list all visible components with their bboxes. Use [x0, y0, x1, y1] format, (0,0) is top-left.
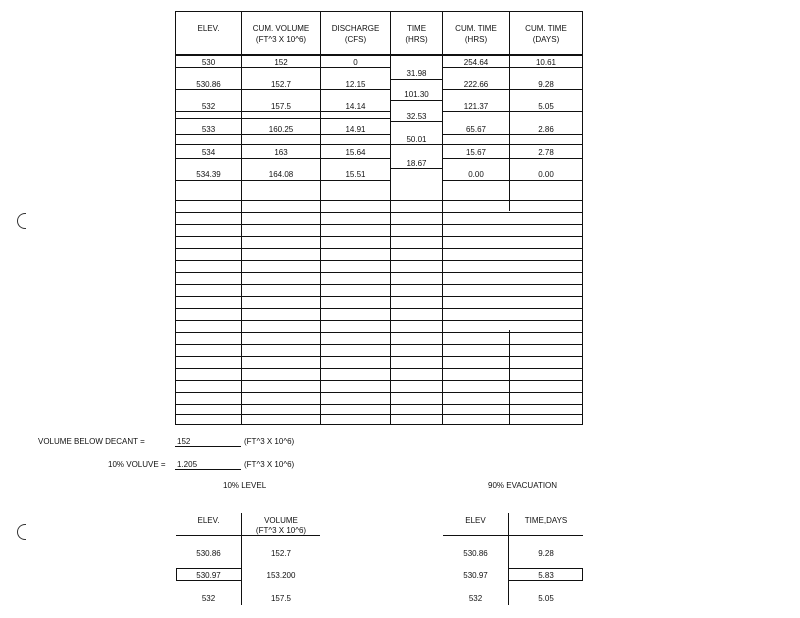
cell-time: 18.67	[406, 159, 427, 168]
cell-elev: 533	[201, 125, 216, 134]
header-volume-unit: (FT^3 X 10^6)	[255, 526, 307, 535]
empty-row-line	[175, 392, 583, 393]
binder-hole-mark	[17, 213, 26, 229]
header-bottom	[175, 54, 583, 56]
cell-days: 9.28	[538, 549, 554, 558]
cell-border	[582, 568, 583, 580]
cell-cum-hrs: 222.66	[463, 80, 489, 89]
cell-discharge: 15.51	[345, 170, 366, 179]
header-time: TIME	[406, 24, 427, 33]
header-discharge: DISCHARGE	[331, 24, 380, 33]
empty-row-line	[175, 320, 583, 321]
header-cum-volume-unit: (FT^3 X 10^6)	[255, 35, 307, 44]
empty-row-line	[175, 356, 583, 357]
cell-time: 101.30	[404, 90, 429, 99]
cell-volume: 157.5	[270, 102, 292, 111]
row-line	[443, 180, 583, 181]
header-time-unit: (HRS)	[405, 35, 428, 44]
cell-elev: 530.97	[463, 571, 488, 580]
header-cum-time-days: CUM. TIME	[525, 24, 567, 33]
ten-pct-level-title: 10% LEVEL	[223, 481, 267, 490]
cell-discharge: 0	[353, 58, 358, 67]
time-line	[391, 121, 443, 122]
cell-time: 50.01	[406, 135, 427, 144]
empty-row-line	[175, 260, 583, 261]
cell-volume: 152.7	[270, 549, 292, 558]
cell-cum-days: 5.05	[538, 102, 554, 111]
row-line	[443, 134, 583, 135]
row-line	[175, 89, 391, 90]
empty-row-line	[175, 404, 583, 405]
row-line	[175, 134, 391, 135]
col-divider-4	[442, 11, 443, 425]
cell-volume: 153.200	[266, 571, 296, 580]
empty-row-line	[175, 380, 583, 381]
header-volume: VOLUME	[264, 516, 298, 525]
empty-row-line	[175, 344, 583, 345]
col-divider	[241, 513, 242, 605]
header-cum-time-days-unit: (DAYS)	[532, 35, 560, 44]
row-line	[176, 580, 241, 581]
row-line	[176, 568, 241, 569]
empty-row-line	[175, 308, 583, 309]
cell-cum-days: 9.28	[538, 80, 554, 89]
header-time-days: TIME,DAYS	[524, 516, 568, 525]
row-line	[175, 67, 391, 68]
cell-days: 5.05	[538, 594, 554, 603]
empty-row-line	[175, 212, 583, 213]
cell-elev: 534	[201, 148, 216, 157]
header-elev: ELEV	[465, 516, 486, 525]
cell-volume: 163	[274, 148, 288, 157]
cell-cum-hrs: 121.37	[463, 102, 489, 111]
cell-volume: 160.25	[268, 125, 294, 134]
cell-cum-hrs: 15.67	[465, 148, 487, 157]
header-bottom	[443, 535, 583, 536]
cell-volume: 164.08	[268, 170, 294, 179]
empty-row-line	[175, 236, 583, 237]
row-line	[509, 580, 583, 581]
header-elev: ELEV.	[197, 516, 220, 525]
cell-cum-hrs: 254.64	[463, 58, 489, 67]
time-line	[391, 79, 443, 80]
ten-pct-volume-unit: (FT^3 X 10^6)	[244, 460, 295, 469]
row-line	[175, 118, 391, 119]
row-line	[443, 89, 583, 90]
header-cum-time-hrs: CUM. TIME	[455, 24, 497, 33]
volume-below-decant-value: 152	[177, 437, 191, 446]
col-divider-1	[241, 11, 242, 425]
cell-cum-days: 2.86	[538, 125, 554, 134]
cell-cum-days: 2.78	[538, 148, 554, 157]
empty-row-line	[175, 248, 583, 249]
cell-days: 5.83	[538, 571, 554, 580]
col-divider	[508, 513, 509, 605]
underline	[175, 446, 241, 447]
empty-row-line	[175, 368, 583, 369]
empty-row-line	[175, 272, 583, 273]
row-line	[509, 568, 583, 569]
table-top	[175, 11, 583, 12]
row-line	[175, 158, 391, 159]
cell-cum-hrs: 65.67	[465, 125, 487, 134]
cell-cum-days: 0.00	[538, 170, 554, 179]
cell-time: 31.98	[406, 69, 427, 78]
ten-pct-volume-value: 1.205	[177, 460, 198, 469]
row-line	[175, 180, 391, 181]
header-elev: ELEV.	[197, 24, 220, 33]
cell-elev: 530.86	[196, 549, 221, 558]
empty-row-line	[175, 224, 583, 225]
empty-row-line	[175, 296, 583, 297]
cell-volume: 157.5	[270, 594, 292, 603]
volume-below-decant-unit: (FT^3 X 10^6)	[244, 437, 295, 446]
header-bottom	[176, 535, 320, 536]
row-line	[175, 111, 391, 112]
row-line	[443, 158, 583, 159]
cell-elev: 532	[468, 594, 483, 603]
ten-pct-volume-label: 10% VOLUVE =	[108, 460, 166, 469]
table-border-left	[175, 11, 176, 425]
cell-discharge: 14.91	[345, 125, 366, 134]
cell-time: 32.53	[406, 112, 427, 121]
ninety-pct-evacuation-title: 90% EVACUATION	[488, 481, 558, 490]
empty-row-line	[175, 414, 583, 415]
cell-elev: 530.86	[463, 549, 488, 558]
table-bottom	[175, 424, 583, 425]
table-border-right	[582, 11, 583, 425]
cell-elev: 532	[201, 102, 216, 111]
cell-cum-hrs: 0.00	[468, 170, 484, 179]
row-line	[175, 144, 583, 145]
cell-volume: 152	[274, 58, 288, 67]
empty-row-line	[175, 332, 583, 333]
cell-elev: 532	[201, 594, 216, 603]
empty-row-line	[175, 200, 583, 201]
cell-elev: 534.39	[196, 170, 221, 179]
header-discharge-unit: (CFS)	[344, 35, 367, 44]
header-cum-volume: CUM. VOLUME	[252, 24, 310, 33]
row-line	[443, 111, 583, 112]
cell-discharge: 14.14	[345, 102, 366, 111]
time-line	[391, 168, 443, 169]
cell-elev: 530.97	[196, 571, 221, 580]
empty-row-line	[175, 284, 583, 285]
cell-elev: 530	[201, 58, 216, 67]
time-line	[391, 100, 443, 101]
cell-elev: 530.86	[196, 80, 221, 89]
cell-volume: 152.7	[270, 80, 292, 89]
cell-discharge: 15.64	[345, 148, 366, 157]
volume-below-decant-label: VOLUME BELOW DECANT =	[38, 437, 145, 446]
col-divider-2	[320, 11, 321, 425]
cell-cum-days: 10.61	[535, 58, 557, 67]
row-line	[443, 67, 583, 68]
binder-hole-mark	[17, 524, 26, 540]
underline	[175, 469, 241, 470]
cell-discharge: 12.15	[345, 80, 366, 89]
header-cum-time-hrs-unit: (HRS)	[464, 35, 488, 44]
